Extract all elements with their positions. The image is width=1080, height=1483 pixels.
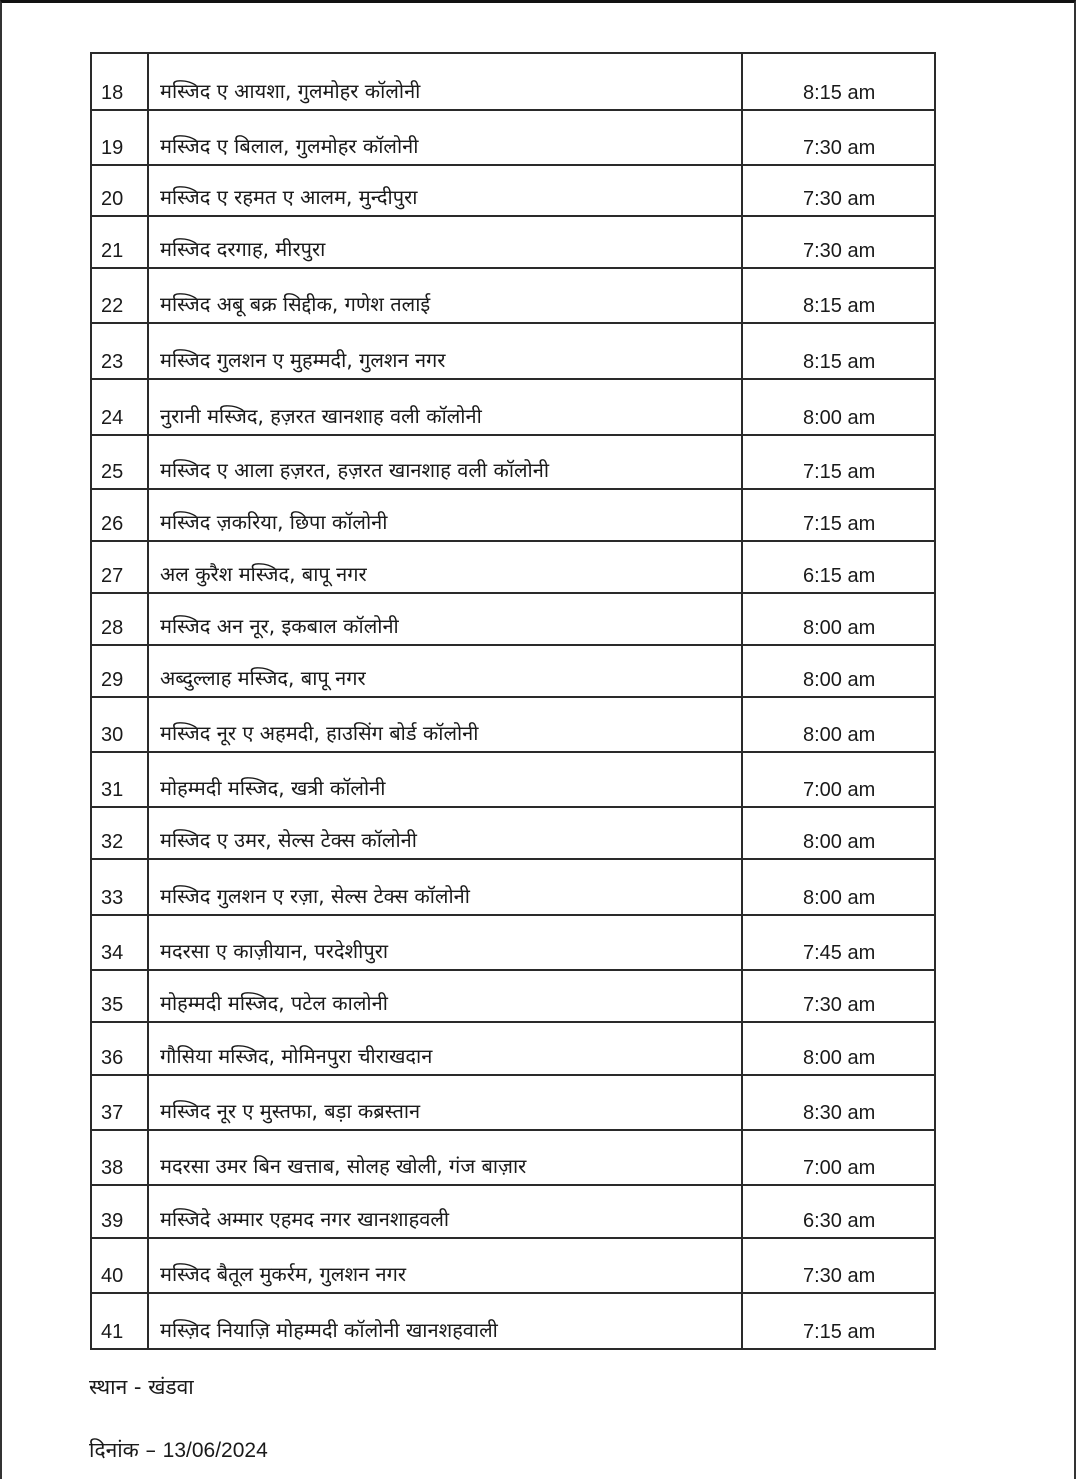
- mosque-name: गौसिया मस्जिद, मोमिनपुरा चीराखदान: [148, 1022, 742, 1075]
- table-row: [91, 807, 935, 859]
- table-row: [91, 752, 935, 807]
- table-row: [91, 645, 935, 697]
- row-number: 21: [91, 216, 148, 268]
- table-row: [91, 915, 935, 970]
- table-row: [91, 489, 935, 541]
- table-row: [91, 1293, 935, 1349]
- prayer-time: 8:00 am: [742, 859, 935, 915]
- row-number: 25: [91, 435, 148, 489]
- prayer-time: 8:00 am: [742, 1022, 935, 1075]
- prayer-time: 7:30 am: [742, 165, 935, 216]
- table-row: [91, 1238, 935, 1293]
- prayer-time: 8:15 am: [742, 53, 935, 110]
- table-row: [91, 1185, 935, 1238]
- date-separator: –: [138, 1438, 163, 1462]
- prayer-time: 7:00 am: [742, 1130, 935, 1185]
- table-row: [91, 323, 935, 379]
- table-row: [91, 110, 935, 165]
- row-number: 30: [91, 697, 148, 752]
- table-row: [91, 268, 935, 323]
- table-row: [91, 53, 935, 110]
- table-row: [91, 379, 935, 435]
- row-number: 31: [91, 752, 148, 807]
- prayer-time: 8:00 am: [742, 807, 935, 859]
- row-number: 27: [91, 541, 148, 593]
- table-row: [91, 593, 935, 645]
- mosque-name: मदरसा ए काज़ीयान, परदेशीपुरा: [148, 915, 742, 970]
- prayer-time: 8:15 am: [742, 268, 935, 323]
- prayer-time: 8:15 am: [742, 323, 935, 379]
- row-number: 28: [91, 593, 148, 645]
- row-number: 24: [91, 379, 148, 435]
- row-number: 34: [91, 915, 148, 970]
- mosque-name: मस्जिद ज़करिया, छिपा कॉलोनी: [148, 489, 742, 541]
- row-number: 41: [91, 1293, 148, 1349]
- schedule-body: [91, 53, 935, 1349]
- row-number: 18: [91, 53, 148, 110]
- mosque-name: मोहम्मदी मस्जिद, खत्री कॉलोनी: [148, 752, 742, 807]
- mosque-name: मस्जिद ए आला हज़रत, हज़रत खानशाह वली कॉलोनी: [148, 435, 742, 489]
- mosque-name: मस्जिदे अम्मार एहमद नगर खानशाहवली: [148, 1185, 742, 1238]
- location-line: स्थान - खंडवा: [89, 1375, 194, 1399]
- row-number: 22: [91, 268, 148, 323]
- prayer-time: 7:15 am: [742, 435, 935, 489]
- mosque-name: अब्दुल्लाह मस्जिद, बापू नगर: [148, 645, 742, 697]
- prayer-time: 8:00 am: [742, 697, 935, 752]
- row-number: 26: [91, 489, 148, 541]
- mosque-name: मस्जिद ए बिलाल, गुलमोहर कॉलोनी: [148, 110, 742, 165]
- row-number: 32: [91, 807, 148, 859]
- row-number: 39: [91, 1185, 148, 1238]
- prayer-time: 7:15 am: [742, 1293, 935, 1349]
- table-row: [91, 165, 935, 216]
- mosque-name: मदरसा उमर बिन खत्ताब, सोलह खोली, गंज बाज़ार: [148, 1130, 742, 1185]
- row-number: 19: [91, 110, 148, 165]
- prayer-time: 8:00 am: [742, 379, 935, 435]
- mosque-name: मस्जिद अन नूर, इकबाल कॉलोनी: [148, 593, 742, 645]
- mosque-name: मस्जिद ए आयशा, गुलमोहर कॉलोनी: [148, 53, 742, 110]
- date-line: [89, 1436, 268, 1464]
- mosque-name: मस्जिद नूर ए अहमदी, हाउसिंग बोर्ड कॉलोनी: [148, 697, 742, 752]
- table-row: [91, 859, 935, 915]
- mosque-schedule-table: [90, 52, 936, 1350]
- prayer-time: 7:00 am: [742, 752, 935, 807]
- prayer-time: 8:00 am: [742, 593, 935, 645]
- table-row: [91, 1075, 935, 1130]
- row-number: 20: [91, 165, 148, 216]
- mosque-name: मस्जिद गुलशन ए रज़ा, सेल्स टेक्स कॉलोनी: [148, 859, 742, 915]
- table-row: [91, 970, 935, 1022]
- mosque-name: मस्जिद बैतूल मुकर्रम, गुलशन नगर: [148, 1238, 742, 1293]
- mosque-name: मस्जिद नूर ए मुस्तफा, बड़ा कब्रस्तान: [148, 1075, 742, 1130]
- mosque-name: मस्जिद दरगाह, मीरपुरा: [148, 216, 742, 268]
- mosque-name: मस्ज़िद नियाज़ि मोहम्मदी कॉलोनी खानशहवाली: [148, 1293, 742, 1349]
- prayer-time: 7:30 am: [742, 970, 935, 1022]
- prayer-time: 7:30 am: [742, 110, 935, 165]
- prayer-time: 7:30 am: [742, 216, 935, 268]
- mosque-name: नुरानी मस्जिद, हज़रत खानशाह वली कॉलोनी: [148, 379, 742, 435]
- mosque-name: मस्जिद ए रहमत ए आलम, मुन्दीपुरा: [148, 165, 742, 216]
- prayer-time: 6:30 am: [742, 1185, 935, 1238]
- prayer-time: 7:15 am: [742, 489, 935, 541]
- row-number: 37: [91, 1075, 148, 1130]
- row-number: 36: [91, 1022, 148, 1075]
- table-row: [91, 697, 935, 752]
- mosque-name: अल कुरैश मस्जिद, बापू नगर: [148, 541, 742, 593]
- date-label: दिनांक: [89, 1438, 139, 1462]
- row-number: 40: [91, 1238, 148, 1293]
- prayer-time: 6:15 am: [742, 541, 935, 593]
- mosque-name: मोहम्मदी मस्जिद, पटेल कालोनी: [148, 970, 742, 1022]
- date-value: 13/06/2024: [162, 1439, 268, 1462]
- table-row: [91, 1022, 935, 1075]
- mosque-name: मस्जिद ए उमर, सेल्स टेक्स कॉलोनी: [148, 807, 742, 859]
- prayer-time: 8:30 am: [742, 1075, 935, 1130]
- row-number: 23: [91, 323, 148, 379]
- prayer-time: 7:30 am: [742, 1238, 935, 1293]
- table-row: [91, 1130, 935, 1185]
- prayer-time: 7:45 am: [742, 915, 935, 970]
- table-row: [91, 541, 935, 593]
- table-row: [91, 216, 935, 268]
- table-row: [91, 435, 935, 489]
- row-number: 35: [91, 970, 148, 1022]
- row-number: 29: [91, 645, 148, 697]
- row-number: 38: [91, 1130, 148, 1185]
- prayer-time: 8:00 am: [742, 645, 935, 697]
- row-number: 33: [91, 859, 148, 915]
- mosque-name: मस्जिद गुलशन ए मुहम्मदी, गुलशन नगर: [148, 323, 742, 379]
- mosque-name: मस्जिद अबू बक्र सिद्दीक, गणेश तलाई: [148, 268, 742, 323]
